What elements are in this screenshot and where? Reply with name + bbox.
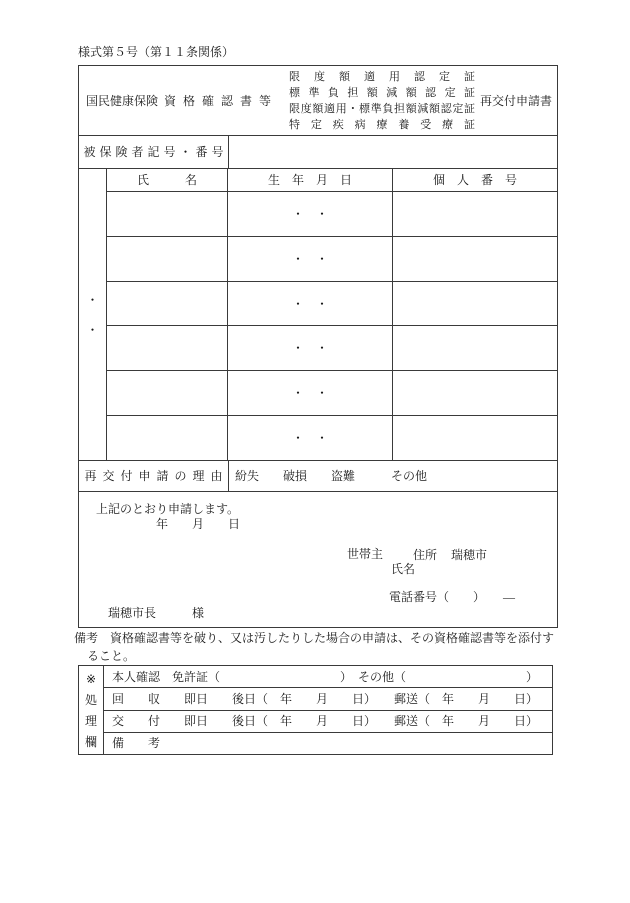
birthdate-cell: ・ ・: [228, 237, 393, 281]
address-value: 瑞穂市: [451, 548, 488, 562]
personal-number-cell: [393, 326, 557, 370]
personal-number-cell: [393, 282, 557, 326]
office-side-char: ※: [85, 671, 97, 686]
members-header-row: [107, 169, 557, 191]
name-cell: [107, 416, 228, 460]
collection-row: 回 収 即日 後日（ 年 月 日） 郵送（ 年 月 日）: [104, 687, 552, 709]
members-grid: [107, 169, 557, 460]
member-row: [107, 370, 557, 415]
col-header-personal-number: 個 人 番 号: [432, 172, 517, 187]
insurance-type-label: 国民健康保険: [86, 93, 159, 108]
insured-number-value: [229, 136, 557, 168]
side-dot: ・: [86, 292, 99, 307]
birthdate-cell: ・ ・: [228, 326, 393, 370]
birthdate-cell: ・ ・: [228, 192, 393, 236]
insured-number-label: 被保険者記号・番号: [79, 136, 229, 168]
office-rows: [104, 666, 552, 754]
personal-number-cell: [393, 371, 557, 415]
members-table: [79, 168, 557, 460]
member-row: [107, 281, 557, 326]
office-side-char: 理: [84, 713, 97, 728]
name-cell: [107, 237, 228, 281]
certificate-list: [289, 69, 475, 133]
issuance-row: 交 付 即日 後日（ 年 月 日） 郵送（ 年 月 日）: [104, 710, 552, 732]
reissue-reason-label: 再交付申請の理由: [79, 461, 229, 491]
insured-number-row: [79, 135, 557, 168]
mayor-addressee-line: 瑞穂市長 様: [108, 606, 205, 620]
application-date-line: 年 月 日: [156, 517, 241, 531]
reissue-reason-row: [79, 460, 557, 491]
identity-check-row: 本人確認 免許証（ ） その他（ ）: [112, 669, 539, 684]
application-title: 再交付申請書: [479, 93, 552, 108]
name-cell: [107, 282, 228, 326]
certificate-item: 標準負担額減額認定証: [289, 86, 476, 99]
col-header-birthdate: 生 年 月 日: [228, 169, 393, 191]
certificate-item: 限度額適用・標準負担額減額認定証: [289, 102, 476, 115]
application-statement: 上記のとおり申請します。: [96, 502, 240, 516]
applicant-name-label: 氏名: [391, 562, 416, 576]
remarks-note-line2: ること。: [87, 649, 136, 663]
certificate-item: 限度額適用認定証: [289, 70, 476, 83]
name-cell: [107, 326, 228, 370]
member-row: [107, 415, 557, 460]
birthdate-cell: ・ ・: [228, 371, 393, 415]
name-cell: [107, 371, 228, 415]
personal-number-cell: [393, 237, 557, 281]
member-row: [107, 191, 557, 236]
office-side-char: 処: [84, 692, 97, 707]
office-side-label: [79, 666, 104, 754]
phone-number-line: 電話番号（ ） ―: [389, 590, 516, 604]
office-remarks-row: 備 考: [104, 732, 552, 754]
form-title-row: [79, 66, 557, 135]
householder-label: 世帯主: [347, 547, 384, 561]
application-box: [79, 491, 557, 627]
office-side-char: 欄: [84, 734, 97, 749]
member-row: [107, 236, 557, 281]
side-dot: ・: [86, 322, 99, 337]
birthdate-cell: ・ ・: [228, 282, 393, 326]
office-use-table: [78, 665, 553, 755]
form-title-left: [86, 93, 278, 109]
personal-number-cell: [393, 416, 557, 460]
personal-number-cell: [393, 192, 557, 236]
remarks-note-line1: 備考 資格確認書等を破り、又は汚したりした場合の申請は、その資格確認書等を添付す: [74, 631, 555, 645]
form-number: 様式第５号（第１１条関係）: [78, 45, 235, 59]
side-dots-column: [79, 169, 107, 460]
document-type-label: 資格確認書等: [164, 93, 279, 108]
reissue-reason-options: 紛失 破損 盗難 その他: [235, 469, 428, 483]
member-row: [107, 325, 557, 370]
name-cell: [107, 192, 228, 236]
address-label: 住所: [413, 548, 438, 562]
main-table: [78, 65, 558, 628]
birthdate-cell: ・ ・: [228, 416, 393, 460]
col-header-name: 氏 名: [107, 169, 228, 191]
certificate-item: 特定疾病療養受療証: [289, 118, 476, 131]
